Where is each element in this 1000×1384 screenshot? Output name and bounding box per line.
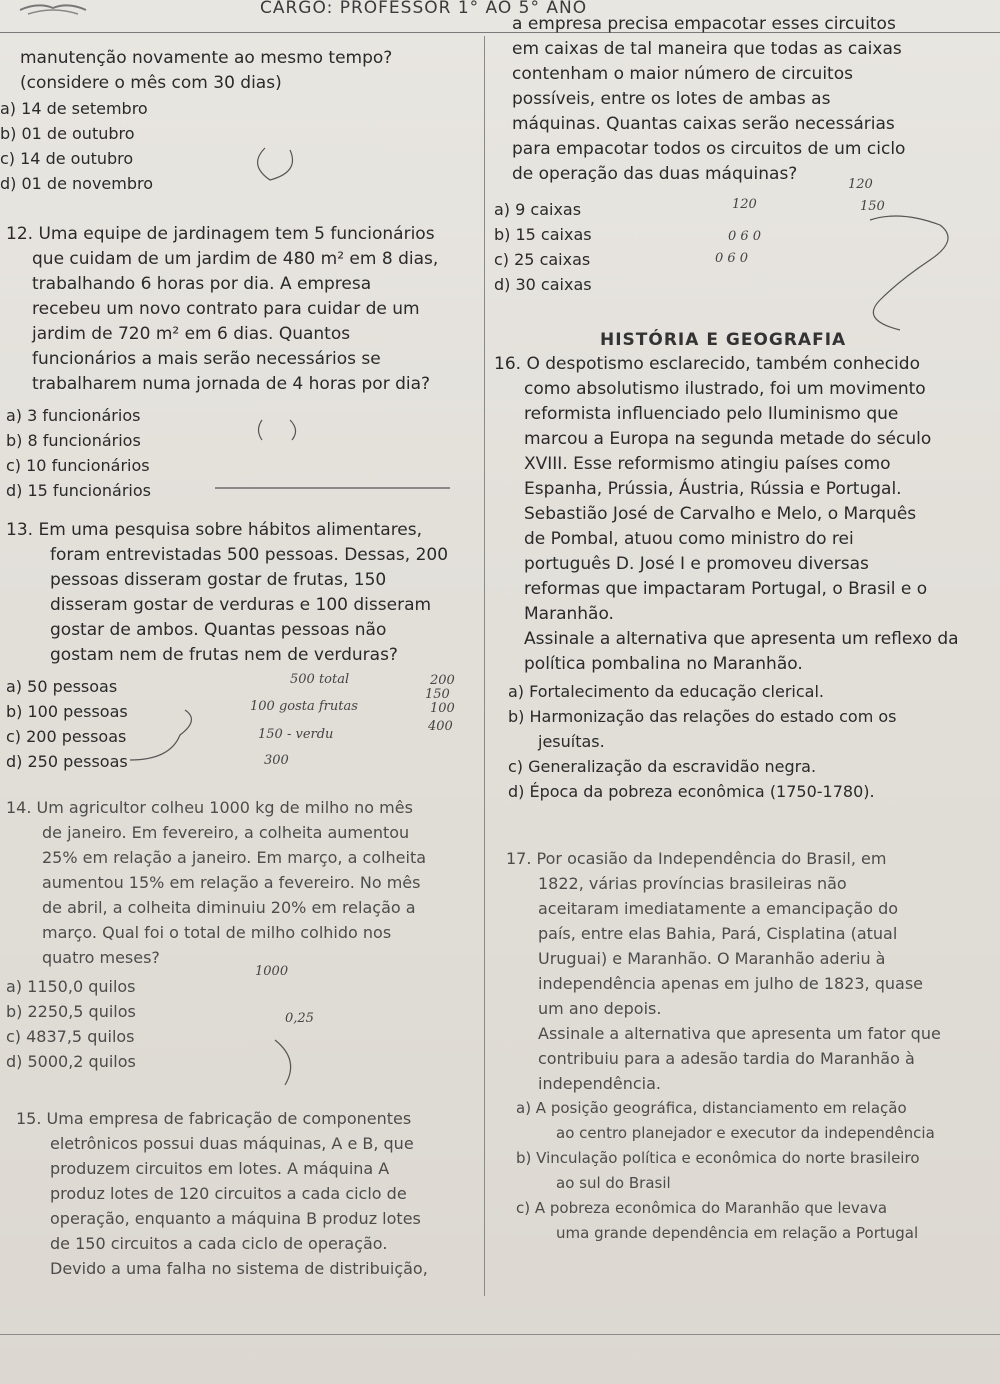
q14-line6: março. Qual foi o total de milho colhido nos xyxy=(42,923,392,942)
q16-line8: de Pombal, atuou como ministro do rei xyxy=(524,529,854,549)
q17-option-c[interactable]: c) A pobreza econômica do Maranhão que levava xyxy=(516,1199,888,1217)
q13-line6: gostam nem de frutas nem de verduras? xyxy=(50,645,398,665)
q15-line3: produzem circuitos em lotes. A máquina A xyxy=(50,1159,390,1178)
q17-line7: um ano depois. xyxy=(538,999,662,1018)
q17-option-b-cont: ao sul do Brasil xyxy=(556,1174,671,1192)
q16-number: 16. xyxy=(494,354,522,374)
hand-note-060: 0 6 0 xyxy=(728,229,762,244)
q17-option-b[interactable]: b) Vinculação política e econômica do norte brasileiro xyxy=(516,1149,920,1167)
q12-line4: recebeu um novo contrato para cuidar de um xyxy=(32,299,420,319)
q16-line3: reformista influenciado pelo Iluminismo que xyxy=(524,404,899,424)
q16-line1 xyxy=(494,352,964,377)
q16-line4: marcou a Europa na segunda metade do século xyxy=(524,429,932,449)
q14-number: 14. xyxy=(6,798,32,817)
q14-option-b[interactable]: b) 2250,5 quilos xyxy=(6,1002,136,1021)
hand-note-060b: 0 6 0 xyxy=(715,251,749,266)
hand-note-200: 200 xyxy=(430,673,455,688)
q12-line6: funcionários a mais serão necessários se xyxy=(32,349,381,369)
q15c-line2: em caixas de tal maneira que todas as caixas xyxy=(512,39,902,59)
q11-option-a[interactable]: a) 14 de setembro xyxy=(0,99,148,118)
q16-option-c[interactable]: c) Generalização da escravidão negra. xyxy=(508,757,817,776)
q14-option-a[interactable]: a) 1150,0 quilos xyxy=(6,977,136,996)
q15-option-b[interactable]: b) 15 caixas xyxy=(494,225,592,244)
q11-text-2: (considere o mês com 30 dias) xyxy=(20,73,282,93)
q16-option-d[interactable]: d) Época da pobreza econômica (1750-1780). xyxy=(508,782,875,801)
hand-note-025: 0,25 xyxy=(285,1011,314,1026)
section-title: HISTÓRIA E GEOGRAFIA xyxy=(600,330,847,350)
q15c-line7: de operação das duas máquinas? xyxy=(512,164,798,184)
q17-line1-text: Por ocasião da Independência do Brasil, em xyxy=(536,849,887,868)
q16-line6: Espanha, Prússia, Áustria, Rússia e Portugal. xyxy=(524,479,902,499)
q17-option-c-cont: uma grande dependência em relação a Portugal xyxy=(556,1224,919,1242)
q15c-line6: para empacotar todos os circuitos de um ciclo xyxy=(512,139,906,159)
hand-note-100-frutas: 100 gosta frutas xyxy=(250,699,358,714)
q15-line1-text: Uma empresa de fabricação de componentes xyxy=(46,1109,412,1128)
header-title: CARGO: PROFESSOR 1° AO 5° ANO xyxy=(260,0,588,18)
q16-line10: reformas que impactaram Portugal, o Brasil e o xyxy=(524,579,928,599)
q12-option-a[interactable]: a) 3 funcionários xyxy=(6,406,141,425)
q11-option-b[interactable]: b) 01 de outubro xyxy=(0,124,135,143)
q15-line6: de 150 circuitos a cada ciclo de operação. xyxy=(50,1234,388,1253)
hand-note-100b: 100 xyxy=(430,701,455,716)
q15-line4: produz lotes de 120 circuitos a cada ciclo de xyxy=(50,1184,407,1203)
q16-option-b-cont: jesuítas. xyxy=(538,732,605,751)
q17-line9: contribuiu para a adesão tardia do Maranhão à xyxy=(538,1049,915,1068)
q17-line5: Uruguai) e Maranhão. O Maranhão aderiu à xyxy=(538,949,886,968)
question-12 xyxy=(6,222,476,503)
q11-option-d[interactable]: d) 01 de novembro xyxy=(0,174,154,193)
q12-line5: jardim de 720 m² em 6 dias. Quantos xyxy=(32,324,351,344)
q15c-line3: contenham o maior número de circuitos xyxy=(512,64,853,84)
q13-line2: foram entrevistadas 500 pessoas. Dessas, 200 xyxy=(50,545,449,565)
q17-line4: país, entre elas Bahia, Pará, Cisplatina (atual xyxy=(538,924,898,943)
q14-option-d[interactable]: d) 5000,2 quilos xyxy=(6,1052,136,1071)
q16-line9: português D. José I e promoveu diversas xyxy=(524,554,869,574)
question-15 xyxy=(6,1106,476,1281)
q17-line10: independência. xyxy=(538,1074,661,1093)
question-16 xyxy=(494,352,964,804)
q12-line2: que cuidam de um jardim de 480 m² em 8 dias, xyxy=(32,249,439,269)
q16-line13: política pombalina no Maranhão. xyxy=(524,654,803,674)
q15c-line1: a empresa precisa empacotar esses circuitos xyxy=(512,14,896,34)
q15-option-d[interactable]: d) 30 caixas xyxy=(494,275,592,294)
q13-option-b[interactable]: b) 100 pessoas xyxy=(6,702,128,721)
q16-line5: XVIII. Esse reformismo atingiu países como xyxy=(524,454,891,474)
hand-note-150b: 150 xyxy=(425,687,450,702)
q15-line5: operação, enquanto a máquina B produz lotes xyxy=(50,1209,421,1228)
hand-note-1000: 1000 xyxy=(255,964,289,979)
q13-option-d[interactable]: d) 250 pessoas xyxy=(6,752,128,771)
q15c-line5: máquinas. Quantas caixas serão necessárias xyxy=(512,114,895,134)
q16-line12: Assinale a alternativa que apresenta um reflexo da xyxy=(524,629,959,649)
q16-line1-text: O despotismo esclarecido, também conhecido xyxy=(526,354,920,374)
q15-option-a[interactable]: a) 9 caixas xyxy=(494,200,582,219)
q17-line1 xyxy=(494,846,984,871)
q14-line7: quatro meses? xyxy=(42,948,160,967)
q15-number: 15. xyxy=(16,1109,42,1128)
q16-line11: Maranhão. xyxy=(524,604,614,624)
q15c-line4: possíveis, entre os lotes de ambas as xyxy=(512,89,831,109)
q13-line3: pessoas disseram gostar de frutas, 150 xyxy=(50,570,387,590)
q15-option-c[interactable]: c) 25 caixas xyxy=(494,250,591,269)
q17-line2: 1822, várias províncias brasileiras não xyxy=(538,874,847,893)
q16-line2: como absolutismo ilustrado, foi um movimento xyxy=(524,379,926,399)
q17-line8: Assinale a alternativa que apresenta um fator que xyxy=(538,1024,941,1043)
q12-line3: trabalhando 6 horas por dia. A empresa xyxy=(32,274,372,294)
q11-option-c[interactable]: c) 14 de outubro xyxy=(0,149,134,168)
q14-line2: de janeiro. Em fevereiro, a colheita aumentou xyxy=(42,823,410,842)
q17-line6: independência apenas em julho de 1823, quase xyxy=(538,974,923,993)
q14-line4: aumentou 15% em relação a fevereiro. No mês xyxy=(42,873,421,892)
q12-number: 12. xyxy=(6,224,34,244)
hand-note-120: 120 xyxy=(848,177,873,192)
question-15-continuation xyxy=(494,12,964,297)
q11-text-1: manutenção novamente ao mesmo tempo? xyxy=(20,48,393,68)
q12-option-b[interactable]: b) 8 funcionários xyxy=(6,431,141,450)
question-13 xyxy=(6,518,476,774)
hand-note-400: 400 xyxy=(428,719,453,734)
q14-line1-text: Um agricultor colheu 1000 kg de milho no mês xyxy=(36,798,413,817)
q15-line2: eletrônicos possui duas máquinas, A e B, que xyxy=(50,1134,414,1153)
question-14 xyxy=(6,795,476,1074)
hand-note-300: 300 xyxy=(264,753,289,768)
q12-line7: trabalharem numa jornada de 4 horas por dia? xyxy=(32,374,431,394)
q14-line3: 25% em relação a janeiro. Em março, a colheita xyxy=(42,848,427,867)
hand-note-150-verdu: 150 - verdu xyxy=(258,727,334,742)
q16-line7: Sebastião José de Carvalho e Melo, o Marquês xyxy=(524,504,917,524)
q13-line5: gostar de ambos. Quantas pessoas não xyxy=(50,620,387,640)
bottom-divider xyxy=(0,1334,1000,1335)
school-logo-icon xyxy=(18,0,88,22)
hand-note-150c: 150 xyxy=(860,199,885,214)
question-17 xyxy=(494,846,984,1246)
q17-option-a[interactable]: a) A posição geográfica, distanciamento em relação xyxy=(516,1099,907,1117)
q16-option-a[interactable]: a) Fortalecimento da educação clerical. xyxy=(508,682,824,701)
q12-option-d[interactable]: d) 15 funcionários xyxy=(6,481,151,500)
q13-line4: disseram gostar de verduras e 100 disseram xyxy=(50,595,432,615)
column-divider xyxy=(484,36,485,1296)
q13-line1-text: Em uma pesquisa sobre hábitos alimentares, xyxy=(38,520,423,540)
q15-line7: Devido a uma falha no sistema de distribuição, xyxy=(50,1259,428,1278)
q15-line1 xyxy=(6,1106,476,1131)
question-11-continuation xyxy=(0,46,476,196)
q13-option-a[interactable]: a) 50 pessoas xyxy=(6,677,118,696)
q16-option-b[interactable]: b) Harmonização das relações do estado com os xyxy=(508,707,897,726)
q14-line5: de abril, a colheita diminuiu 20% em relação a xyxy=(42,898,416,917)
hand-note-500-total: 500 total xyxy=(290,672,350,687)
q12-text xyxy=(6,222,476,247)
q12-line1: Uma equipe de jardinagem tem 5 funcionários xyxy=(38,224,435,244)
q17-line3: aceitaram imediatamente a emancipação do xyxy=(538,899,899,918)
q17-number: 17. xyxy=(506,849,532,868)
q13-number: 13. xyxy=(6,520,34,540)
q12-option-c[interactable]: c) 10 funcionários xyxy=(6,456,150,475)
q14-option-c[interactable]: c) 4837,5 quilos xyxy=(6,1027,135,1046)
hand-note-120b: 120 xyxy=(732,197,757,212)
q13-line1 xyxy=(6,518,476,543)
q13-option-c[interactable]: c) 200 pessoas xyxy=(6,727,127,746)
q14-line1 xyxy=(6,795,476,820)
q17-option-a-cont: ao centro planejador e executor da independência xyxy=(556,1124,935,1142)
